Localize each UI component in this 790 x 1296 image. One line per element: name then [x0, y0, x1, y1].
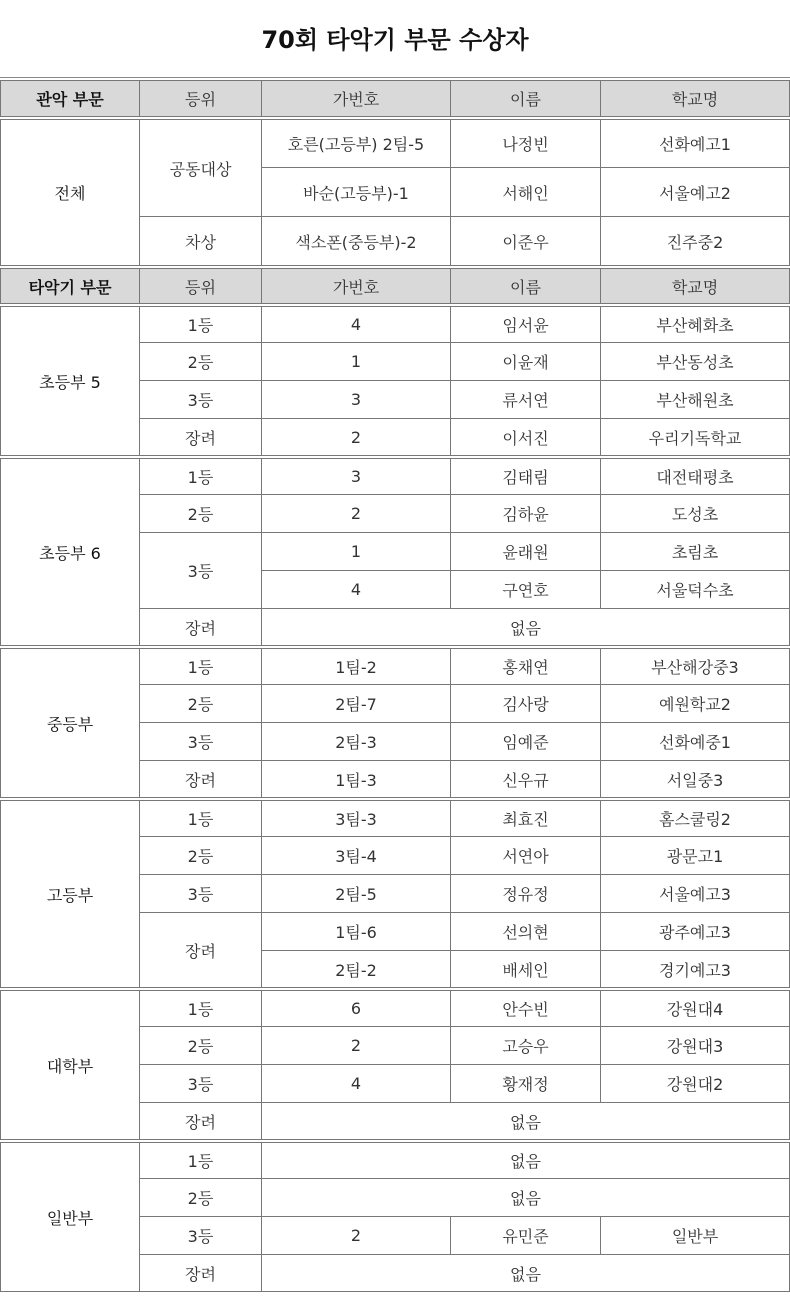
rank-cell: 3등 — [140, 875, 262, 913]
number-cell: 1 — [262, 343, 451, 381]
school-header: 학교명 — [601, 80, 790, 117]
rank-cell: 장려 — [140, 913, 262, 988]
number-cell: 3팀-3 — [262, 800, 451, 837]
rank-cell: 장려 — [140, 419, 262, 456]
school-cell: 강원대4 — [601, 990, 790, 1027]
school-cell: 광주예고3 — [601, 913, 790, 951]
rank-cell: 3등 — [140, 1217, 262, 1255]
rank-header: 등위 — [140, 268, 262, 304]
number-cell: 2팀-3 — [262, 723, 451, 761]
number-cell: 4 — [262, 571, 451, 609]
school-cell: 부산혜화초 — [601, 306, 790, 343]
number-cell: 4 — [262, 1065, 451, 1103]
name-header: 이름 — [451, 80, 601, 117]
name-cell: 황재정 — [451, 1065, 601, 1103]
name-cell: 김사랑 — [451, 685, 601, 723]
group-label: 전체 — [0, 119, 140, 266]
number-cell: 1팀-6 — [262, 913, 451, 951]
name-cell: 안수빈 — [451, 990, 601, 1027]
school-cell: 진주중2 — [601, 217, 790, 266]
number-cell: 3 — [262, 381, 451, 419]
rank-cell: 1등 — [140, 458, 262, 495]
name-cell: 이준우 — [451, 217, 601, 266]
name-cell: 김태림 — [451, 458, 601, 495]
name-cell: 신우규 — [451, 761, 601, 798]
rank-header: 등위 — [140, 80, 262, 117]
name-header: 이름 — [451, 268, 601, 304]
name-cell: 윤래원 — [451, 533, 601, 571]
school-cell: 우리기독학교 — [601, 419, 790, 456]
rank-cell: 2등 — [140, 1179, 262, 1217]
table-row — [0, 119, 790, 168]
rank-cell: 장려 — [140, 761, 262, 798]
number-cell: 색소폰(중등부)-2 — [262, 217, 451, 266]
school-cell: 강원대2 — [601, 1065, 790, 1103]
none-cell: 없음 — [262, 1255, 790, 1292]
school-cell: 선화예고1 — [601, 119, 790, 168]
name-cell: 이윤재 — [451, 343, 601, 381]
number-header: 가번호 — [262, 268, 451, 304]
number-cell: 호른(고등부) 2팀-5 — [262, 119, 451, 168]
school-cell: 홈스쿨링2 — [601, 800, 790, 837]
name-cell: 홍채연 — [451, 648, 601, 685]
number-cell: 2팀-7 — [262, 685, 451, 723]
number-cell: 1팀-3 — [262, 761, 451, 798]
rank-cell: 장려 — [140, 1103, 262, 1140]
rank-cell: 2등 — [140, 1027, 262, 1065]
brass-category-header: 관악 부문 — [0, 80, 140, 117]
number-cell: 3팀-4 — [262, 837, 451, 875]
table-row — [0, 306, 790, 343]
school-cell: 서울예고3 — [601, 875, 790, 913]
number-cell: 2 — [262, 1027, 451, 1065]
school-cell: 서울예고2 — [601, 168, 790, 217]
percussion-category-header: 타악기 부문 — [0, 268, 140, 304]
rank-cell: 3등 — [140, 723, 262, 761]
group-label: 일반부 — [0, 1142, 140, 1292]
school-cell: 서일중3 — [601, 761, 790, 798]
rank-cell: 1등 — [140, 990, 262, 1027]
rank-cell: 장려 — [140, 609, 262, 646]
rank-cell: 1등 — [140, 648, 262, 685]
number-cell: 2팀-5 — [262, 875, 451, 913]
name-cell: 선의현 — [451, 913, 601, 951]
group-label: 초등부 6 — [0, 458, 140, 646]
rank-cell: 3등 — [140, 381, 262, 419]
page-title: 70회 타악기 부문 수상자 — [0, 0, 790, 78]
rank-cell: 1등 — [140, 800, 262, 837]
rank-cell: 3등 — [140, 533, 262, 609]
school-cell: 부산동성초 — [601, 343, 790, 381]
name-cell: 서해인 — [451, 168, 601, 217]
rank-cell: 장려 — [140, 1255, 262, 1292]
school-cell: 예원학교2 — [601, 685, 790, 723]
school-header: 학교명 — [601, 268, 790, 304]
name-cell: 배세인 — [451, 951, 601, 988]
group-label: 고등부 — [0, 800, 140, 988]
school-cell: 일반부 — [601, 1217, 790, 1255]
school-cell: 부산해원초 — [601, 381, 790, 419]
rank-cell: 2등 — [140, 837, 262, 875]
group-label: 중등부 — [0, 648, 140, 798]
school-cell: 경기예고3 — [601, 951, 790, 988]
name-cell: 임예준 — [451, 723, 601, 761]
percussion-header-row — [0, 268, 790, 304]
name-cell: 류서연 — [451, 381, 601, 419]
school-cell: 강원대3 — [601, 1027, 790, 1065]
school-cell: 도성초 — [601, 495, 790, 533]
number-header: 가번호 — [262, 80, 451, 117]
rank-cell: 1등 — [140, 1142, 262, 1179]
none-cell: 없음 — [262, 609, 790, 646]
number-cell: 1팀-2 — [262, 648, 451, 685]
rank-cell: 공동대상 — [140, 119, 262, 217]
school-cell: 선화예중1 — [601, 723, 790, 761]
rank-cell: 2등 — [140, 495, 262, 533]
number-cell: 2 — [262, 495, 451, 533]
name-cell: 김하윤 — [451, 495, 601, 533]
awards-table — [0, 78, 790, 1292]
table-row — [0, 648, 790, 685]
school-cell: 광문고1 — [601, 837, 790, 875]
number-cell: 2 — [262, 1217, 451, 1255]
number-cell: 2팀-2 — [262, 951, 451, 988]
rank-cell: 2등 — [140, 685, 262, 723]
name-cell: 정유정 — [451, 875, 601, 913]
rank-cell: 차상 — [140, 217, 262, 266]
brass-header-row — [0, 80, 790, 117]
number-cell: 3 — [262, 458, 451, 495]
number-cell: 6 — [262, 990, 451, 1027]
table-row — [0, 458, 790, 495]
school-cell: 대전태평초 — [601, 458, 790, 495]
none-cell: 없음 — [262, 1142, 790, 1179]
name-cell: 유민준 — [451, 1217, 601, 1255]
school-cell: 초림초 — [601, 533, 790, 571]
group-label: 대학부 — [0, 990, 140, 1140]
number-cell: 1 — [262, 533, 451, 571]
table-row — [0, 990, 790, 1027]
name-cell: 구연호 — [451, 571, 601, 609]
table-row — [0, 1142, 790, 1179]
group-label: 초등부 5 — [0, 306, 140, 456]
none-cell: 없음 — [262, 1103, 790, 1140]
rank-cell: 3등 — [140, 1065, 262, 1103]
number-cell: 바순(고등부)-1 — [262, 168, 451, 217]
name-cell: 고승우 — [451, 1027, 601, 1065]
school-cell: 부산해강중3 — [601, 648, 790, 685]
rank-cell: 2등 — [140, 343, 262, 381]
school-cell: 서울덕수초 — [601, 571, 790, 609]
rank-cell: 1등 — [140, 306, 262, 343]
name-cell: 이서진 — [451, 419, 601, 456]
number-cell: 4 — [262, 306, 451, 343]
name-cell: 나정빈 — [451, 119, 601, 168]
number-cell: 2 — [262, 419, 451, 456]
none-cell: 없음 — [262, 1179, 790, 1217]
name-cell: 서연아 — [451, 837, 601, 875]
name-cell: 임서윤 — [451, 306, 601, 343]
name-cell: 최효진 — [451, 800, 601, 837]
table-row — [0, 800, 790, 837]
